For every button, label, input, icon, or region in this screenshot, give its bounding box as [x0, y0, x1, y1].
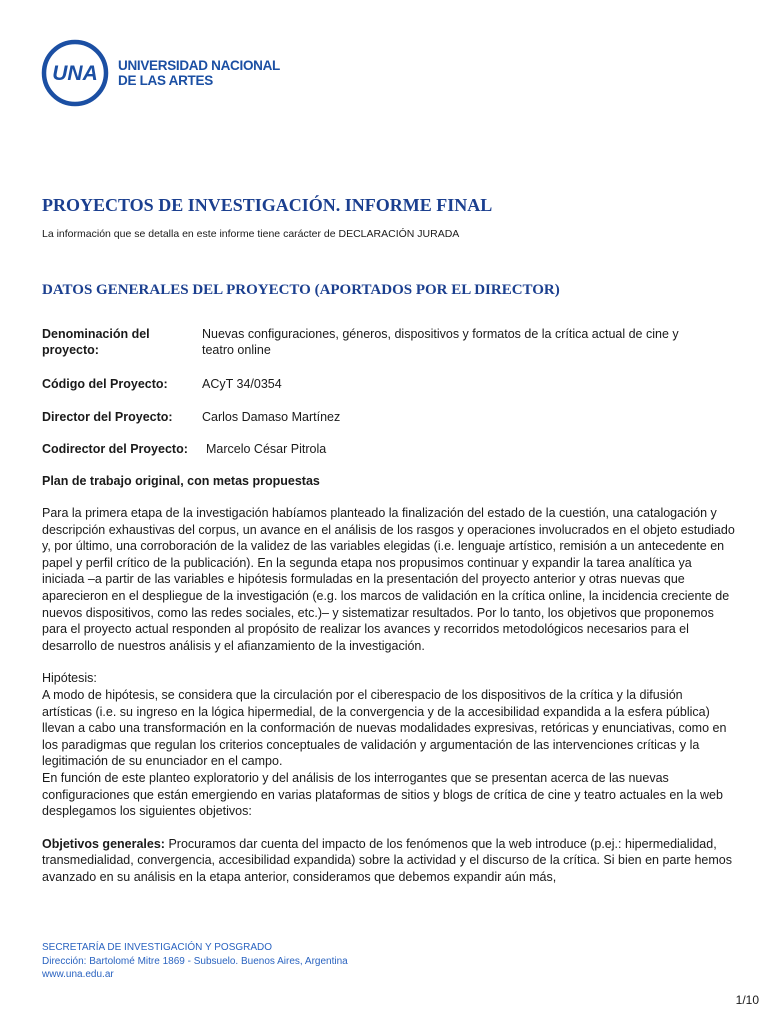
una-logo-mark-icon [40, 38, 110, 108]
svg-text:UNA: UNA [52, 62, 98, 85]
field-value: ACyT 34/0354 [202, 377, 282, 391]
page-title: PROYECTOS DE INVESTIGACIÓN. INFORME FINAL [42, 195, 493, 215]
footer-org: SECRETARÍA DE INVESTIGACIÓN Y POSGRADO [42, 942, 273, 953]
field-label: Codirector del Proyecto: [42, 442, 188, 456]
logo-line-2: DE LAS ARTES [118, 73, 213, 88]
objetivos-text: Procuramos dar cuenta del impacto de los fenómenos que la web introduce (p.ej.: hipermedialidad, transmedialidad, convergencia, accesibilidad expandida) sobre la actividad y el discurso de la crítica. Si bien en parte hemos avanzado en su análisis en la etapa anterior, consideramos que debemos expandir aún más, [42, 836, 732, 884]
field-value: Nuevas configuraciones, géneros, dispositivos y formatos de la crítica actual de cine y teatro online [202, 327, 679, 357]
field-value: Carlos Damaso Martínez [202, 410, 341, 424]
section-title: DATOS GENERALES DEL PROYECTO (APORTADOS POR EL DIRECTOR) [42, 282, 560, 298]
footer [42, 941, 348, 982]
field-label: Director del Proyecto: [42, 410, 173, 424]
una-logo [40, 38, 280, 108]
paragraph-objetivos [42, 836, 736, 886]
field-value: Marcelo César Pitrola [206, 442, 327, 456]
footer-web-link[interactable]: www.una.edu.ar [42, 969, 114, 980]
paragraph-planteo: En función de este planteo exploratorio y del análisis de los interrogantes que se presentan acerca de las nuevas configuraciones que están emergiendo en varias plataformas de sitios y blogs de crítica de cine y teatro actuales en la web desplegamos los siguientes objetivos: [42, 770, 723, 819]
declaration-note: La información que se detalla en este informe tiene carácter de DECLARACIÓN JURADA [42, 228, 460, 240]
page-number: 1/10 [735, 993, 759, 1007]
plan-heading: Plan de trabajo original, con metas propuestas [42, 474, 320, 488]
paragraph-hipotesis: A modo de hipótesis, se considera que la circulación por el ciberespacio de los dispositivos de la crítica y la difusión artísticas (i.e. su ingreso en la lógica hipermedial, de la convergencia y de la accesibilidad expandida a la esfera pública) llevan a cabo una transformación en la conformación de nuevas modalidades expresivas, retóricas y enunciativas, como en los paradigmas que regulan los criterios conceptuales de validación y argumentación de las intervenciones críticas y la legitimación de su enunciador en el campo. [42, 687, 727, 769]
logo-wordmark [118, 58, 280, 88]
objetivos-label: Objetivos generales: [42, 836, 165, 851]
field-label: Denominación del proyecto: [42, 327, 150, 357]
hipotesis-label: Hipótesis: [42, 671, 97, 686]
body-text [42, 505, 736, 885]
paragraph-plan: Para la primera etapa de la investigación habíamos planteado la finalización del estado de la cuestión, una catalogación y descripción exhaustivas del corpus, un avance en el análisis de los rasgos y operaciones involucrados en el objeto estudiado y, por último, una corroboración de la validez de las variables elegidas (i.e. lenguaje artístico, remisión a un antecedente en papel y perfil crítico de la publicación). En la segunda etapa nos propusimos continuar y expandir la tarea analítica ya iniciada –a partir de las variables e hipótesis formuladas en la presentación del proyecto anterior y otras nuevas que aparecieron en el despliegue de la investigación (e.g. los marcos de validación en la crítica online, la incidencia creciente de nuevos dispositivos, como las redes sociales, etc.)– y sistematizar resultados. Por lo tanto, los objetivos que proponemos para el proyecto actual responden al propósito de realizar los avances y recorridos metodológicos necesarios para el desarrollo de nuestros análisis y el afianzamiento de la investigación. [42, 506, 735, 653]
field-label: Código del Proyecto: [42, 377, 168, 391]
footer-address: Dirección: Bartolomé Mitre 1869 - Subsuelo. Buenos Aires, Argentina [42, 955, 348, 967]
logo-line-1: UNIVERSIDAD NACIONAL [118, 58, 281, 73]
